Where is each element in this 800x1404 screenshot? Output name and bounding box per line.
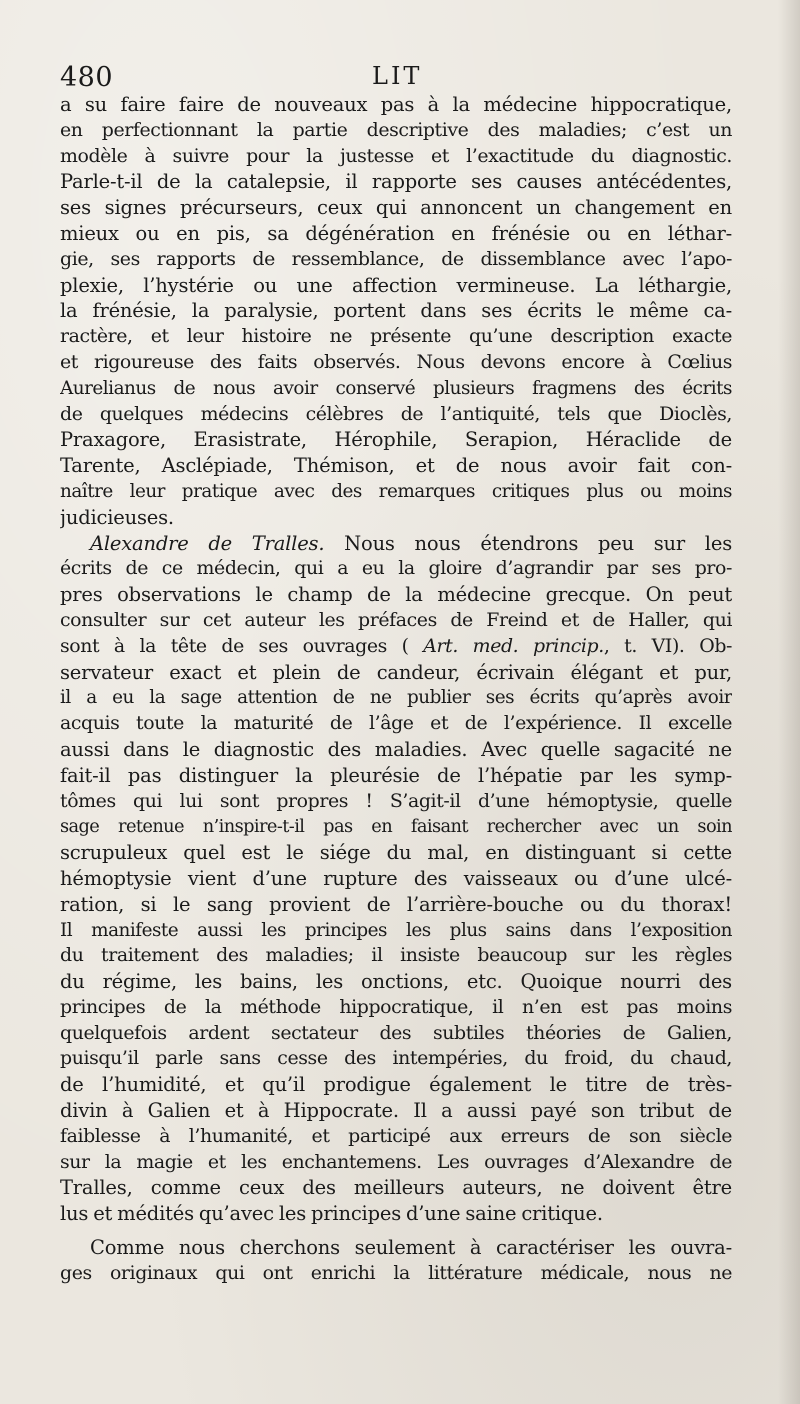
- text-line: mieux ou en pis, sa dégénération en frénésie ou en léthar-: [60, 221, 732, 245]
- text-line: servateur exact et plein de candeur, écrivain élégant et pur,: [60, 660, 732, 684]
- italic-reference: Art. med. princip.: [423, 634, 604, 657]
- text-line: divin à Galien et à Hippocrate. Il a aussi payé son tribut de: [60, 1099, 732, 1123]
- text-line: pres observations le champ de la médecine grecque. On peut: [60, 583, 732, 607]
- text-line: Parle-t-il de la catalepsie, il rapporte ses causes antécédentes,: [60, 170, 732, 194]
- text-line: il a eu la sage attention de ne publier ses écrits qu’après avoir: [60, 687, 732, 709]
- text-line: hémoptysie vient d’une rupture des vaisseaux ou d’une ulcé-: [60, 866, 732, 890]
- page-number: 480: [60, 62, 114, 93]
- spine-shadow: [778, 0, 800, 1404]
- text-line: Tralles, comme ceux des meilleurs auteurs, ne doivent être: [60, 1176, 732, 1200]
- text-line: de l’humidité, et qu’il prodigue également le titre de très-: [60, 1073, 732, 1097]
- text-line: tômes qui lui sont propres ! S’agit-il d’une hémoptysie, quelle: [60, 789, 732, 812]
- text-line: principes de la méthode hippocratique, il n’en est pas moins: [60, 995, 732, 1018]
- text-line: Praxagore, Erasistrate, Hérophile, Serapion, Héraclide de: [60, 428, 732, 452]
- paragraph-gap: [60, 1227, 732, 1235]
- text-line: faiblesse à l’humanité, et participé aux erreurs de son siècle: [60, 1124, 732, 1147]
- text-line: naître leur pratique avec des remarques critiques plus ou moins: [60, 480, 732, 502]
- text-line: du traitement des maladies; il insiste beaucoup sur les règles: [60, 944, 732, 967]
- text-line: quelquefois ardent sectateur des subtiles théories de Galien,: [60, 1021, 732, 1044]
- text-line: du régime, les bains, les onctions, etc. Quoique nourri des: [60, 970, 732, 994]
- text-line: ration, si le sang provient de l’arrière-bouche ou du thorax!: [60, 892, 732, 916]
- text-line: lus et médités qu’avec les principes d’une saine critique.: [60, 1202, 603, 1226]
- text-line: Comme nous cherchons seulement à caractériser les ouvra-: [90, 1236, 732, 1260]
- text-line: ractère, et leur histoire ne présente qu’une description exacte: [60, 325, 732, 348]
- text-line: judicieuses.: [60, 505, 174, 529]
- text-line: sage retenue n’inspire-t-il pas en faisant rechercher avec un soin: [60, 816, 732, 838]
- text-line: ses signes précurseurs, ceux qui annoncent un changement en: [60, 196, 732, 220]
- text-line: Il manifeste aussi les principes les plus sains dans l’exposition: [60, 919, 732, 941]
- text-line-with-italic: sont à la tête de ses ouvrages ( Art. med. princip., t. VI). Ob-: [60, 634, 732, 657]
- text-line: scrupuleux quel est le siége du mal, en distinguant si cette: [60, 841, 732, 865]
- text-line: aussi dans le diagnostic des maladies. Avec quelle sagacité ne: [60, 737, 732, 761]
- text-line: Tarente, Asclépiade, Thémison, et de nous avoir fait con-: [60, 454, 732, 478]
- text-line-italic-lead: Alexandre de Tralles. Nous nous étendrons peu sur les: [90, 531, 732, 555]
- text-line: consulter sur cet auteur les préfaces de Freind et de Haller, qui: [60, 608, 732, 631]
- text-line: sur la magie et les enchantemens. Les ouvrages d’Alexandre de: [60, 1150, 732, 1173]
- text-line: ges originaux qui ont enrichi la littérature médicale, nous ne: [60, 1261, 732, 1284]
- text-line: la frénésie, la paralysie, portent dans ses écrits le même ca-: [60, 299, 732, 323]
- text-line: a su faire faire de nouveaux pas à la médecine hippocratique,: [60, 93, 732, 116]
- text-line: acquis toute la maturité de l’âge et de l’expérience. Il excelle: [60, 712, 732, 735]
- text-line: plexie, l’hystérie ou une affection vermineuse. La léthargie,: [60, 273, 732, 297]
- italic-section-title: Alexandre de Tralles.: [90, 531, 325, 555]
- text-line: Aurelianus de nous avoir conservé plusieurs fragmens des écrits: [60, 377, 732, 399]
- running-head: [60, 62, 740, 96]
- text-line: écrits de ce médecin, qui a eu la gloire d’agrandir par ses pro-: [60, 557, 732, 580]
- text-line: et rigoureuse des faits observés. Nous devons encore à Cœlius: [60, 350, 732, 373]
- body-text: [60, 92, 732, 1287]
- text-line: de quelques médecins célèbres de l’antiquité, tels que Dioclès,: [60, 402, 732, 425]
- text-line: fait-il pas distinguer la pleurésie de l’hépatie par les symp-: [60, 763, 732, 787]
- text-line: modèle à suivre pour la justesse et l’exactitude du diagnostic.: [60, 144, 732, 167]
- text-line: puisqu’il parle sans cesse des intempéries, du froid, du chaud,: [60, 1047, 732, 1070]
- text-line: gie, ses rapports de ressemblance, de dissemblance avec l’apo-: [60, 247, 732, 270]
- running-title: LIT: [372, 62, 423, 90]
- text-line: en perfectionnant la partie descriptive des maladies; c’est un: [60, 118, 732, 141]
